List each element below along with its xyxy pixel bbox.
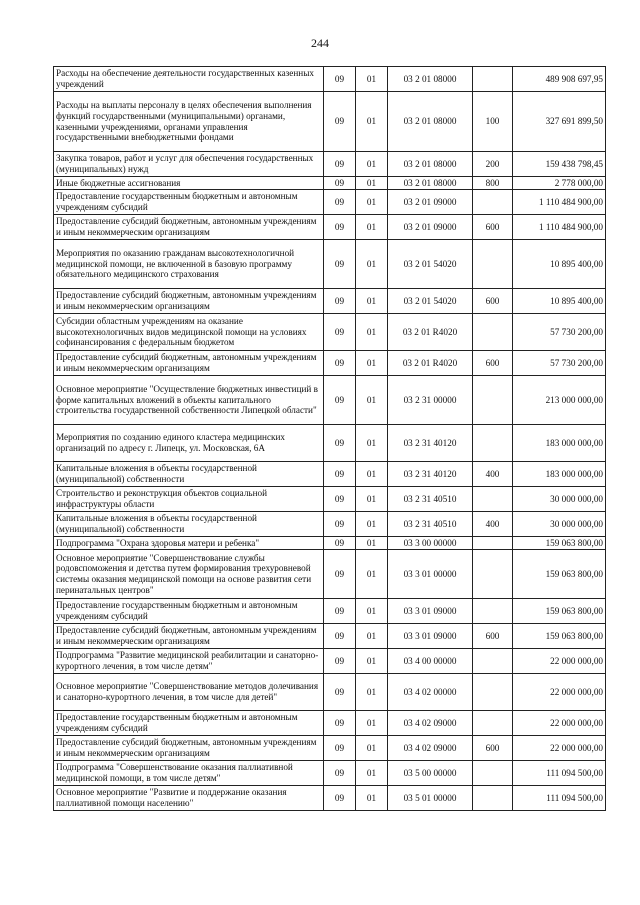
row-section-code: 09 [324,152,356,177]
row-subsection-code: 01 [356,152,388,177]
row-target-code: 03 2 01 08000 [388,152,473,177]
row-amount: 2 778 000,00 [513,177,606,190]
row-amount: 1 110 484 900,00 [513,190,606,215]
row-target-code: 03 2 01 08000 [388,67,473,92]
row-subsection-code: 01 [356,351,388,376]
row-name: Капитальные вложения в объекты государственной (муниципальной) собственности [54,462,324,487]
row-expense-type-code: 100 [473,92,513,152]
row-target-code: 03 3 01 00000 [388,550,473,599]
row-name: Предоставление субсидий бюджетным, автономным учреждениям и иным некоммерческим организациям [54,351,324,376]
table-row [54,215,606,240]
row-target-code: 03 2 01 54020 [388,240,473,289]
row-expense-type-code: 600 [473,289,513,314]
row-expense-type-code: 600 [473,215,513,240]
row-amount: 159 063 800,00 [513,624,606,649]
row-amount: 1 110 484 900,00 [513,215,606,240]
row-subsection-code: 01 [356,425,388,462]
row-name: Предоставление государственным бюджетным и автономным учреждениям субсидий [54,711,324,736]
row-section-code: 09 [324,624,356,649]
row-subsection-code: 01 [356,190,388,215]
row-section-code: 09 [324,67,356,92]
row-target-code: 03 2 01 R4020 [388,314,473,351]
row-name: Иные бюджетные ассигнования [54,177,324,190]
row-section-code: 09 [324,376,356,425]
page-number: 244 [311,36,329,50]
row-section-code: 09 [324,512,356,537]
row-name: Подпрограмма "Совершенствование оказания паллиативной медицинской помощи, в том числе детям" [54,761,324,786]
row-target-code: 03 5 00 00000 [388,761,473,786]
row-expense-type-code: 800 [473,177,513,190]
row-amount: 159 438 798,45 [513,152,606,177]
row-section-code: 09 [324,711,356,736]
row-section-code: 09 [324,240,356,289]
row-amount: 489 908 697,95 [513,67,606,92]
row-target-code: 03 2 31 40510 [388,512,473,537]
row-amount: 159 063 800,00 [513,537,606,550]
row-subsection-code: 01 [356,67,388,92]
row-expense-type-code [473,67,513,92]
row-expense-type-code [473,314,513,351]
table-row [54,152,606,177]
row-amount: 213 000 000,00 [513,376,606,425]
row-name: Предоставление государственным бюджетным и автономным учреждениям субсидий [54,599,324,624]
row-subsection-code: 01 [356,240,388,289]
row-expense-type-code [473,649,513,674]
row-amount: 159 063 800,00 [513,550,606,599]
row-section-code: 09 [324,92,356,152]
row-subsection-code: 01 [356,550,388,599]
table-row [54,67,606,92]
row-section-code: 09 [324,351,356,376]
row-section-code: 09 [324,550,356,599]
row-target-code: 03 2 01 08000 [388,92,473,152]
row-subsection-code: 01 [356,215,388,240]
table-row [54,190,606,215]
row-expense-type-code [473,190,513,215]
row-expense-type-code: 400 [473,462,513,487]
row-amount: 183 000 000,00 [513,425,606,462]
row-amount: 327 691 899,50 [513,92,606,152]
row-name: Предоставление субсидий бюджетным, автономным учреждениям и иным некоммерческим организациям [54,289,324,314]
row-subsection-code: 01 [356,92,388,152]
row-subsection-code: 01 [356,314,388,351]
row-subsection-code: 01 [356,599,388,624]
row-expense-type-code: 200 [473,152,513,177]
row-target-code: 03 2 01 R4020 [388,351,473,376]
row-target-code: 03 3 01 09000 [388,599,473,624]
row-section-code: 09 [324,190,356,215]
row-expense-type-code: 600 [473,624,513,649]
row-name: Мероприятия по созданию единого кластера медицинских организаций по адресу г. Липецк, ул. Московская, 6А [54,425,324,462]
table-row [54,177,606,190]
row-subsection-code: 01 [356,177,388,190]
row-amount: 22 000 000,00 [513,736,606,761]
table-row [54,512,606,537]
row-amount: 183 000 000,00 [513,462,606,487]
table-row [54,786,606,811]
row-name: Предоставление субсидий бюджетным, автономным учреждениям и иным некоммерческим организациям [54,736,324,761]
row-target-code: 03 2 31 40120 [388,462,473,487]
row-amount: 22 000 000,00 [513,674,606,711]
table-row [54,92,606,152]
row-expense-type-code [473,674,513,711]
table-row [54,624,606,649]
row-section-code: 09 [324,786,356,811]
table-row [54,711,606,736]
table-row [54,289,606,314]
row-subsection-code: 01 [356,289,388,314]
row-expense-type-code [473,711,513,736]
table-row [54,550,606,599]
row-name: Подпрограмма "Развитие медицинской реабилитации и санаторно-курортного лечения, в том числе детям" [54,649,324,674]
row-target-code: 03 2 31 40120 [388,425,473,462]
row-section-code: 09 [324,649,356,674]
row-subsection-code: 01 [356,674,388,711]
row-expense-type-code [473,599,513,624]
row-expense-type-code [473,376,513,425]
row-target-code: 03 2 31 00000 [388,376,473,425]
row-name: Подпрограмма "Охрана здоровья матери и ребенка" [54,537,324,550]
row-name: Расходы на выплаты персоналу в целях обеспечения выполнения функций государственными (муниципальными) органами, казенными учреждениями, органами управления государственными внебюджетными фондами [54,92,324,152]
row-section-code: 09 [324,736,356,761]
row-expense-type-code [473,550,513,599]
row-subsection-code: 01 [356,761,388,786]
row-target-code: 03 2 31 40510 [388,487,473,512]
row-subsection-code: 01 [356,649,388,674]
table-row [54,462,606,487]
row-section-code: 09 [324,215,356,240]
row-subsection-code: 01 [356,624,388,649]
row-expense-type-code [473,425,513,462]
row-name: Капитальные вложения в объекты государственной (муниципальной) собственности [54,512,324,537]
row-amount: 57 730 200,00 [513,351,606,376]
row-subsection-code: 01 [356,711,388,736]
row-amount: 10 895 400,00 [513,240,606,289]
table-row [54,649,606,674]
row-target-code: 03 4 02 09000 [388,711,473,736]
row-name: Предоставление государственным бюджетным и автономным учреждениям субсидий [54,190,324,215]
row-amount: 10 895 400,00 [513,289,606,314]
row-section-code: 09 [324,674,356,711]
budget-table-body [54,67,606,811]
row-amount: 30 000 000,00 [513,487,606,512]
row-target-code: 03 4 02 00000 [388,674,473,711]
row-name: Закупка товаров, работ и услуг для обеспечения государственных (муниципальных) нужд [54,152,324,177]
row-subsection-code: 01 [356,736,388,761]
row-target-code: 03 2 01 09000 [388,215,473,240]
row-name: Основное мероприятие "Развитие и поддержание оказания паллиативной помощи населению" [54,786,324,811]
row-amount: 159 063 800,00 [513,599,606,624]
row-expense-type-code: 600 [473,351,513,376]
row-expense-type-code: 400 [473,512,513,537]
row-section-code: 09 [324,425,356,462]
table-row [54,487,606,512]
row-amount: 30 000 000,00 [513,512,606,537]
row-name: Основное мероприятие "Осуществление бюджетных инвестиций в форме капитальных вложений в объекты капитального строительства государственной собственности Липецкой области" [54,376,324,425]
row-expense-type-code [473,487,513,512]
row-target-code: 03 3 00 00000 [388,537,473,550]
row-section-code: 09 [324,177,356,190]
row-name: Предоставление субсидий бюджетным, автономным учреждениям и иным некоммерческим организациям [54,624,324,649]
table-row [54,761,606,786]
row-expense-type-code [473,786,513,811]
row-subsection-code: 01 [356,462,388,487]
row-target-code: 03 2 01 08000 [388,177,473,190]
row-target-code: 03 4 00 00000 [388,649,473,674]
row-target-code: 03 2 01 54020 [388,289,473,314]
table-row [54,537,606,550]
row-amount: 111 094 500,00 [513,786,606,811]
row-subsection-code: 01 [356,537,388,550]
table-row [54,240,606,289]
row-name: Расходы на обеспечение деятельности государственных казенных учреждений [54,67,324,92]
budget-table [53,66,606,811]
row-name: Предоставление субсидий бюджетным, автономным учреждениям и иным некоммерческим организациям [54,215,324,240]
row-subsection-code: 01 [356,512,388,537]
row-name: Мероприятия по оказанию гражданам высокотехнологичной медицинской помощи, не включенной в базовую программу обязательного медицинского страхования [54,240,324,289]
table-row [54,351,606,376]
row-expense-type-code [473,761,513,786]
row-amount: 57 730 200,00 [513,314,606,351]
row-subsection-code: 01 [356,786,388,811]
row-target-code: 03 2 01 09000 [388,190,473,215]
row-expense-type-code: 600 [473,736,513,761]
row-amount: 111 094 500,00 [513,761,606,786]
row-section-code: 09 [324,599,356,624]
row-section-code: 09 [324,314,356,351]
row-subsection-code: 01 [356,376,388,425]
table-row [54,314,606,351]
row-expense-type-code [473,537,513,550]
row-target-code: 03 4 02 09000 [388,736,473,761]
row-name: Основное мероприятие "Совершенствование службы родовспоможения и детства путем формирования трехуровневой системы оказания медицинской помощи на основе развития сети перинатальных центров" [54,550,324,599]
row-section-code: 09 [324,487,356,512]
table-row [54,425,606,462]
row-section-code: 09 [324,537,356,550]
row-amount: 22 000 000,00 [513,649,606,674]
table-row [54,599,606,624]
row-name: Строительство и реконструкция объектов социальной инфраструктуры области [54,487,324,512]
row-name: Субсидии областным учреждениям на оказание высокотехнологичных видов медицинской помощи на условиях софинансирования с федеральным бюджетом [54,314,324,351]
table-row [54,736,606,761]
row-name: Основное мероприятие "Совершенствование методов долечивания и санаторно-курортного лечения, в том числе для детей" [54,674,324,711]
row-amount: 22 000 000,00 [513,711,606,736]
table-row [54,376,606,425]
row-section-code: 09 [324,462,356,487]
row-expense-type-code [473,240,513,289]
row-target-code: 03 3 01 09000 [388,624,473,649]
row-section-code: 09 [324,761,356,786]
row-section-code: 09 [324,289,356,314]
row-subsection-code: 01 [356,487,388,512]
table-row [54,674,606,711]
row-target-code: 03 5 01 00000 [388,786,473,811]
